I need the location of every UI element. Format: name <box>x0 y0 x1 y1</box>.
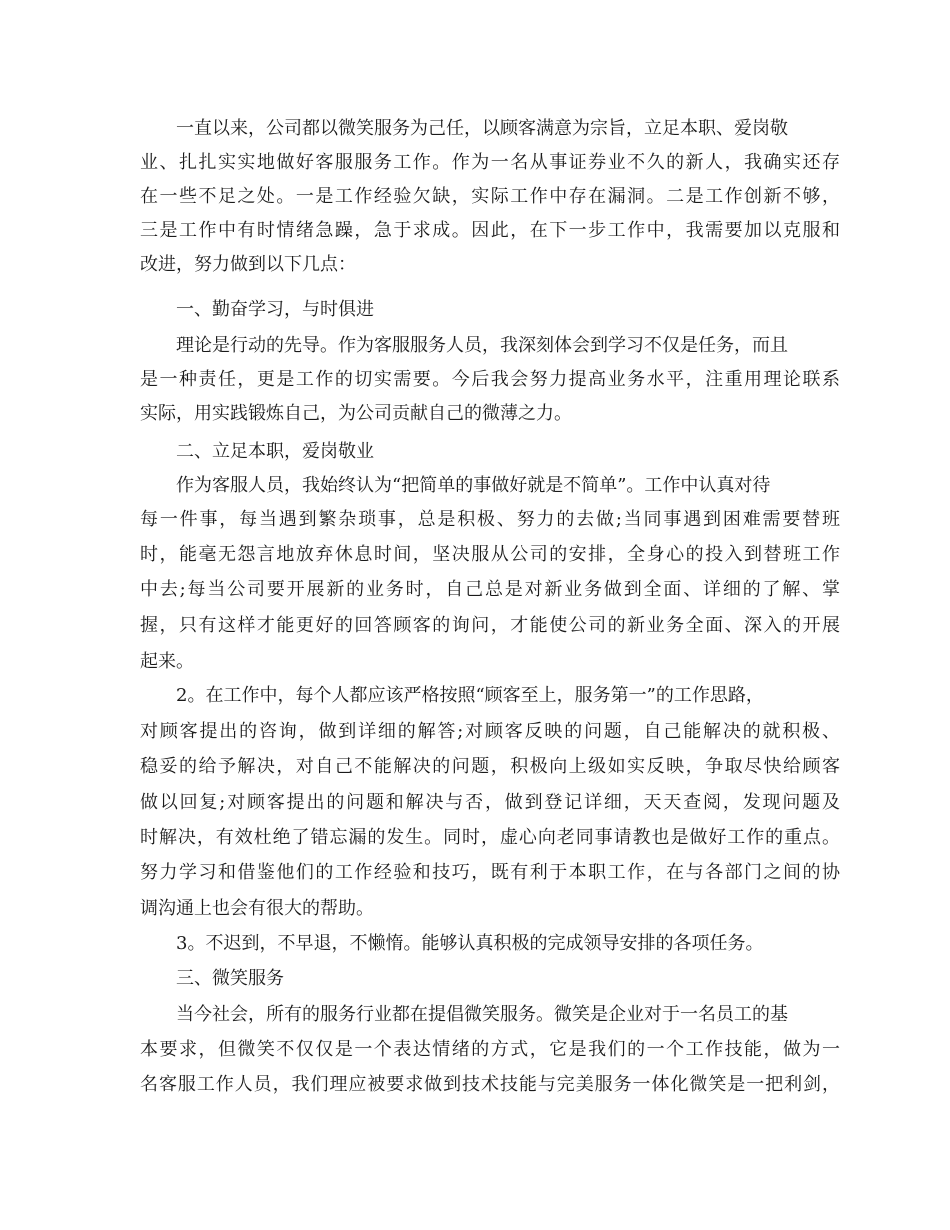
paragraph-line: 每一件事，每当遇到繁杂琐事，总是积极、努力的去做;当同事遇到困难需要替班 <box>140 509 840 530</box>
paragraph-line: 一直以来，公司都以微笑服务为己任，以顾客满意为宗旨，立足本职、爱岗敬 <box>176 118 788 139</box>
paragraph-line: 2。在工作中，每个人都应该严格按照“顾客至上，服务第一”的工作思路， <box>176 685 764 706</box>
paragraph-line: 中去;每当公司要开展新的业务时，自己总是对新业务做到全面、详细的了解、掌 <box>140 579 840 600</box>
paragraph-line: 时解决，有效杜绝了错忘漏的发生。同时，虚心向老同事请教也是做好工作的重点。 <box>140 827 840 848</box>
paragraph-line: 理论是行动的先导。作为客服服务人员，我深刻体会到学习不仅是任务，而且 <box>176 335 788 356</box>
paragraph-line: 努力学习和借鉴他们的工作经验和技巧，既有利于本职工作，在与各部门之间的协 <box>140 862 840 883</box>
section-heading: 一、勤奋学习，与时俱进 <box>176 299 374 320</box>
paragraph-line: 稳妥的给予解决，对自己不能解决的问题，积极向上级如实反映，争取尽快给顾客 <box>140 756 840 777</box>
paragraph-line: 名客服工作人员，我们理应被要求做到技术技能与完美服务一体化微笑是一把利剑， <box>140 1074 840 1095</box>
paragraph-line: 起来。 <box>140 651 194 672</box>
paragraph-line: 改进，努力做到以下几点： <box>140 254 356 275</box>
paragraph-line: 对顾客提出的咨询，做到详细的解答;对顾客反映的问题，自己能解决的就积极、 <box>140 721 840 742</box>
paragraph-line: 三是工作中有时情绪急躁，急于求成。因此，在下一步工作中，我需要加以克服和 <box>140 220 840 241</box>
paragraph-line: 在一些不足之处。一是工作经验欠缺，实际工作中存在漏洞。二是工作创新不够， <box>140 186 840 207</box>
paragraph-line: 业、扎扎实实地做好客服服务工作。作为一名从事证券业不久的新人，我确实还存 <box>140 152 840 173</box>
paragraph-line: 做以回复;对顾客提出的问题和解决与否，做到登记详细，天天查阅，发现问题及 <box>140 792 840 813</box>
paragraph-line: 时，能毫无怨言地放弃休息时间，坚决服从公司的安排，全身心的投入到替班工作 <box>140 544 840 565</box>
paragraph-line: 本要求，但微笑不仅仅是一个表达情绪的方式，它是我们的一个工作技能，做为一 <box>140 1039 840 1060</box>
section-heading: 三、微笑服务 <box>176 968 284 989</box>
paragraph-line: 是一种责任，更是工作的切实需要。今后我会努力提高业务水平，注重用理论联系 <box>140 369 840 390</box>
paragraph-line: 调沟通上也会有很大的帮助。 <box>140 898 374 919</box>
paragraph-line: 3。不迟到，不早退，不懒惰。能够认真积极的完成领导安排的各项任务。 <box>176 933 764 954</box>
paragraph-line: 当今社会，所有的服务行业都在提倡微笑服务。微笑是企业对于一名员工的基 <box>176 1004 788 1025</box>
section-heading: 二、立足本职，爱岗敬业 <box>176 441 374 462</box>
paragraph-line: 握，只有这样才能更好的回答顾客的询问，才能使公司的新业务全面、深入的开展 <box>140 615 840 636</box>
paragraph-line: 实际，用实践锻炼自己，为公司贡献自己的微薄之力。 <box>140 403 572 424</box>
paragraph-line: 作为客服人员，我始终认为“把简单的事做好就是不简单”。工作中认真对待 <box>176 475 771 496</box>
